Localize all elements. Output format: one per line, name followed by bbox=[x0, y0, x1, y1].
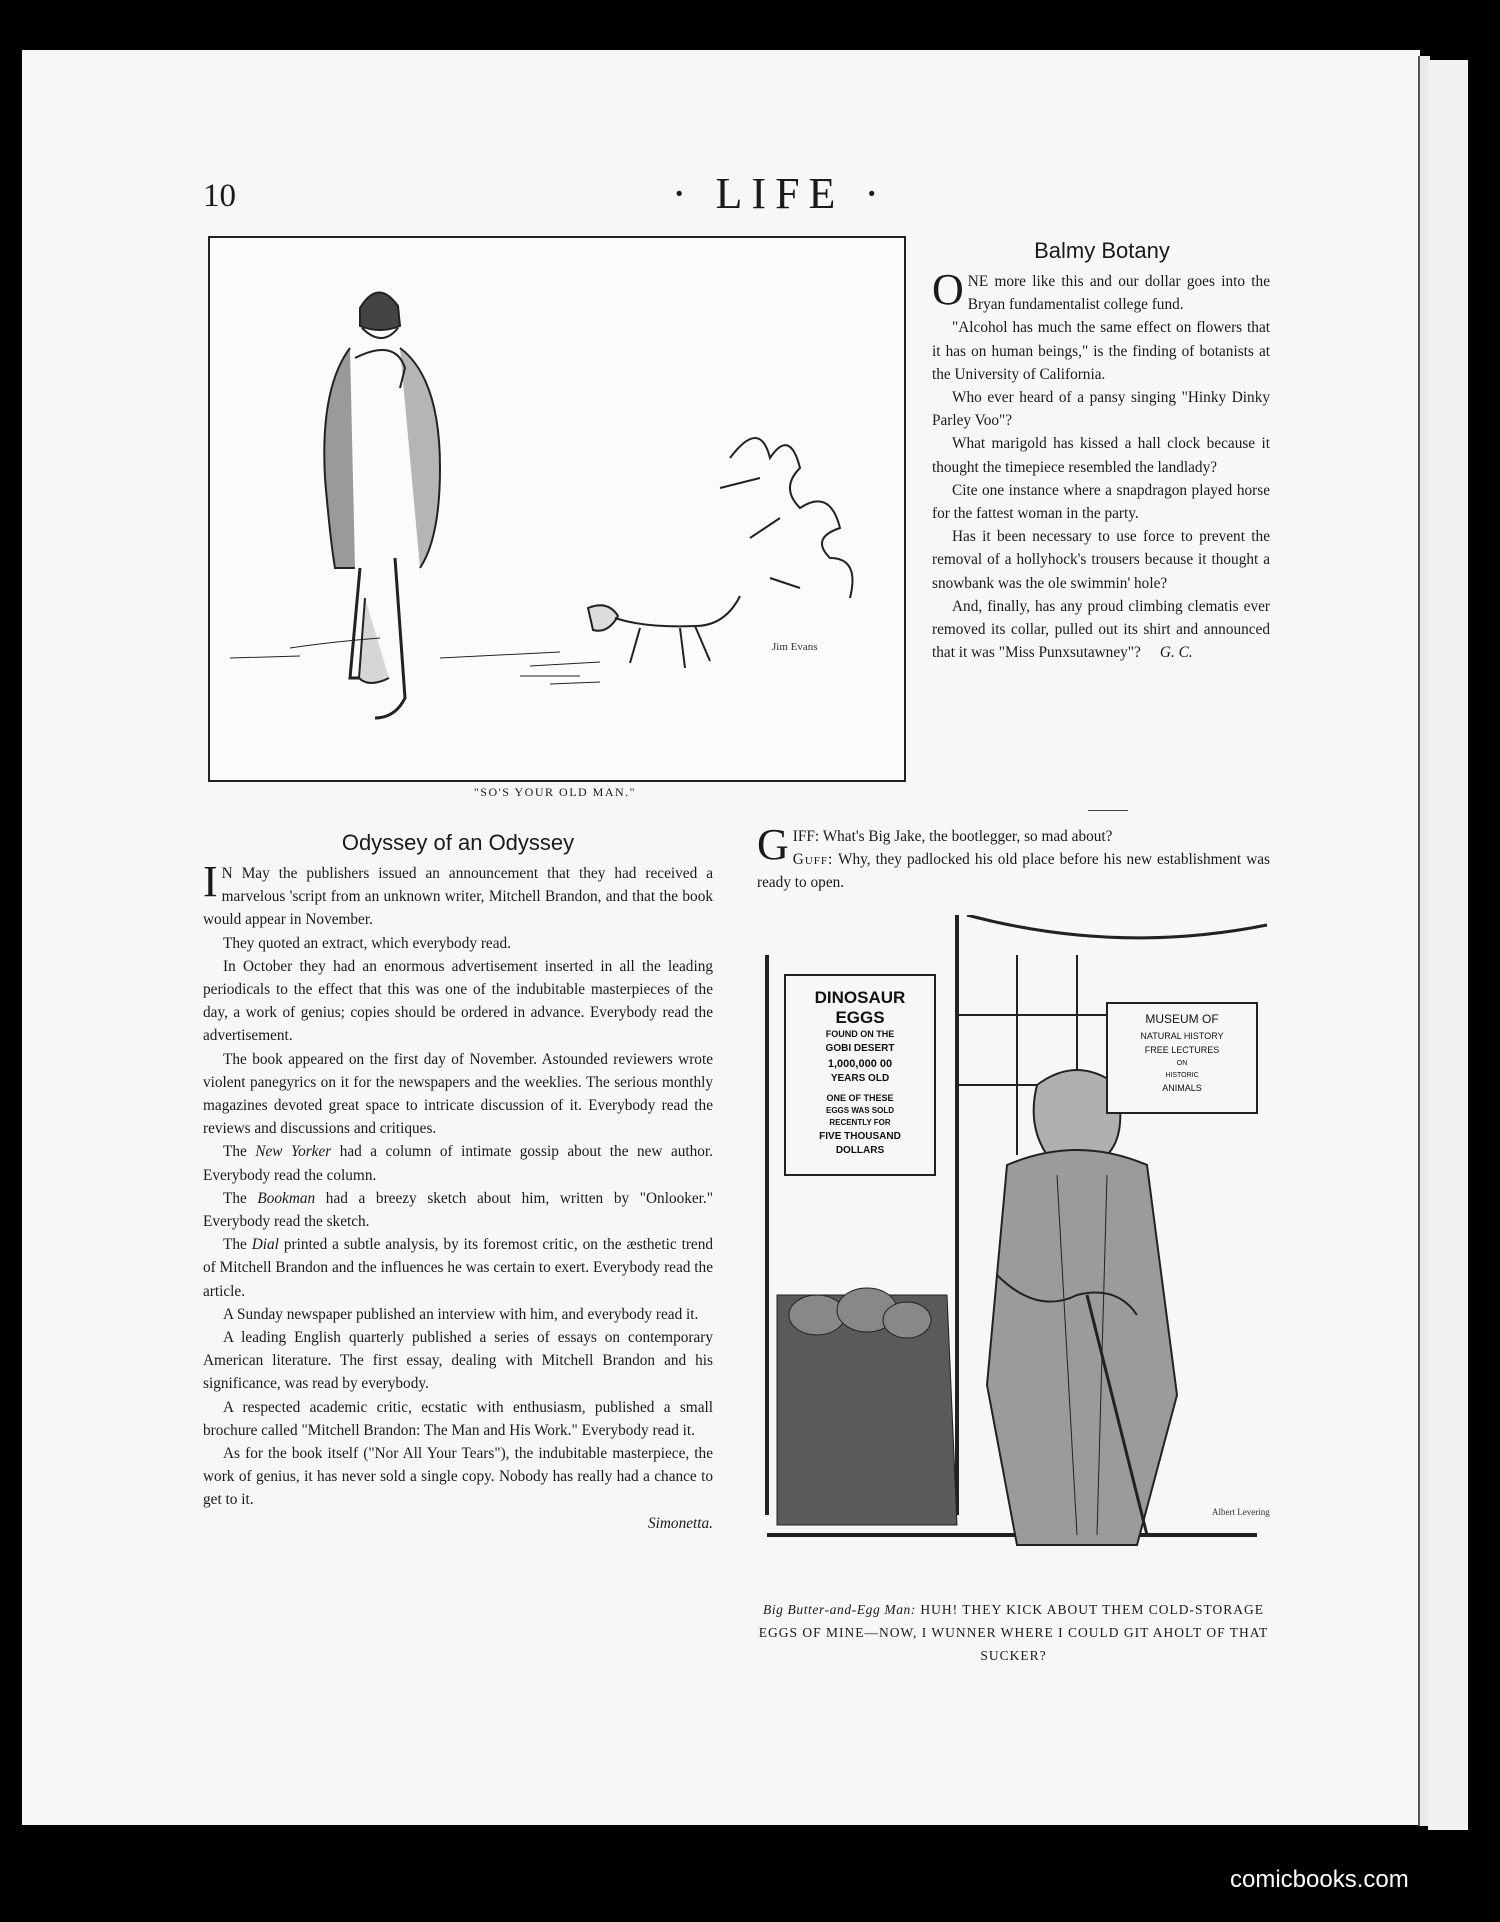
odyssey-p3: In October they had an enormous advertisement inserted in all the leading periodicals to the effect that this was one of the indubitable masterpieces of the day, a work of genius; copies should be ordered in advance. Everybody read the advertisement. bbox=[203, 957, 713, 1045]
botany-p6: Has it been necessary to use force to prevent the removal of a hollyhock's trousers because it thought a snowbank was the ole swimmin' hole? bbox=[932, 528, 1270, 592]
odyssey-p5-post: had a column of intimate gossip about the new author. Everybody read the column. bbox=[203, 1143, 714, 1184]
sign-line: FOUND ON THE bbox=[825, 1029, 895, 1039]
museum-line: FREE LECTURES bbox=[1144, 1045, 1220, 1055]
caption-text: HUH! THEY KICK ABOUT THEM COLD-STORAGE EGGS OF MINE—NOW, I WUNNER WHERE I COULD GIT AHOLT OF THAT SUCKER? bbox=[758, 1602, 1269, 1663]
museum-line: ON bbox=[1176, 1060, 1188, 1067]
cartoon-butter-and-egg-man bbox=[757, 915, 1270, 1565]
botany-p2: "Alcohol has much the same effect on flowers that it has on human beings," is the finding of botanists at the University of California. bbox=[932, 319, 1270, 383]
odyssey-p8: A Sunday newspaper published an interview with him, and everybody read it. bbox=[223, 1305, 699, 1323]
guff-line: Why, they padlocked his old place before his new establishment was ready to open. bbox=[757, 851, 1270, 892]
sign-line: ONE OF THESE bbox=[826, 1093, 894, 1103]
botany-dropcap: O bbox=[932, 265, 964, 314]
site-watermark: comicbooks.com bbox=[1230, 1866, 1409, 1893]
odyssey-p4: The book appeared on the first day of November. Astounded reviewers wrote violent panegyrics on it for the newspapers and the weeklies. The serious monthly magazines devoted great space to intricate discussion of it. Everybody read the reviews and discussions and critiques. bbox=[203, 1050, 713, 1138]
odyssey-p9: A leading English quarterly published a series of essays on contemporary American literature. The first essay, dealing with Mitchell Brandon and his significance, was read by everybody. bbox=[203, 1329, 713, 1393]
bookman-title: Bookman bbox=[257, 1189, 316, 1207]
odyssey-p1: N May the publishers issued an announcement that they had received a marvelous 'script from an unknown writer, Mitchell Brandon, and that the book would appear in November. bbox=[203, 865, 713, 929]
odyssey-dropcap: I bbox=[203, 857, 218, 906]
botany-signature: G. C. bbox=[1159, 644, 1193, 662]
sign-line: RECENTLY FOR bbox=[829, 1118, 891, 1127]
odyssey-p7-post: printed a subtle analysis, by its foremost critic, on the æsthetic trend of Mitchell Brandon and the influences he was certain to exert. Everybody read the article. bbox=[203, 1236, 713, 1300]
sign-line: DOLLARS bbox=[835, 1145, 885, 1156]
botany-p4: What marigold has kissed a hall clock because it thought the timepiece resembled the landlady? bbox=[932, 435, 1270, 476]
odyssey-p2: They quoted an extract, which everybody read. bbox=[223, 934, 511, 952]
botany-p7: And, finally, has any proud climbing clematis ever removed its collar, pulled out its shirt and announced that it was "Miss Punxsutawney"? bbox=[932, 597, 1270, 662]
giff-line: IFF: What's Big Jake, the bootlegger, so mad about? bbox=[792, 828, 1113, 845]
section-divider bbox=[1088, 810, 1128, 811]
botany-p5: Cite one instance where a snapdragon played horse for the fattest woman in the party. bbox=[932, 481, 1270, 523]
botany-article bbox=[932, 265, 1270, 664]
giff-dropcap: G bbox=[757, 820, 789, 869]
odyssey-article bbox=[203, 857, 714, 1535]
cartoon-illustration bbox=[210, 238, 904, 780]
sign-line: 1,000,000 00 bbox=[827, 1058, 893, 1070]
cartoon1-signature: Jim Evans bbox=[772, 641, 818, 653]
odyssey-p6-post: had a breezy sketch about him, written by "Onlooker." Everybody read the sketch. bbox=[203, 1189, 713, 1231]
botany-p1: NE more like this and our dollar goes into the Bryan fundamentalist college fund. bbox=[967, 273, 1270, 314]
odyssey-p7-pre: The bbox=[223, 1236, 252, 1254]
cartoon1-caption: "SO'S YOUR OLD MAN." bbox=[473, 785, 637, 799]
sign-line: GOBI DESERT bbox=[825, 1043, 895, 1054]
museum-line: ANIMALS bbox=[1162, 1083, 1202, 1093]
sign-line: FIVE THOUSAND bbox=[819, 1131, 901, 1142]
botany-title: Balmy Botany bbox=[1034, 238, 1170, 263]
caption-speaker: Big Butter-and-Egg Man: bbox=[762, 1602, 916, 1617]
guff-label: Guff: bbox=[792, 851, 834, 869]
new-yorker-title: New Yorker bbox=[255, 1143, 332, 1161]
cartoon2-caption bbox=[757, 1598, 1270, 1667]
page-number: 10 bbox=[203, 178, 236, 214]
botany-p3: Who ever heard of a pansy singing "Hinky Dinky Parley Voo"? bbox=[932, 389, 1270, 430]
odyssey-p5-pre: The bbox=[223, 1143, 256, 1161]
sign-line: DINOSAUR bbox=[814, 988, 906, 1007]
odyssey-title: Odyssey of an Odyssey bbox=[341, 830, 575, 855]
cartoon2-illustration bbox=[757, 915, 1270, 1565]
museum-line: MUSEUM OF bbox=[1145, 1012, 1219, 1026]
sign-line: EGGS WAS SOLD bbox=[825, 1106, 895, 1115]
sign-line: YEARS OLD bbox=[830, 1073, 890, 1084]
cartoon2-signature: Albert Levering bbox=[1212, 1507, 1270, 1517]
odyssey-p11: As for the book itself ("Nor All Your Tears"), the indubitable masterpiece, the work of genius, it has never sold a single copy. Nobody has really had a chance to get to it. bbox=[203, 1445, 713, 1509]
giff-guff-joke bbox=[757, 820, 1270, 895]
sign-line: EGGS bbox=[835, 1008, 885, 1027]
museum-line: HISTORIC bbox=[1165, 1072, 1199, 1079]
odyssey-signature: Simonetta. bbox=[647, 1514, 713, 1532]
museum-line: NATURAL HISTORY bbox=[1140, 1031, 1224, 1041]
odyssey-p10: A respected academic critic, ecstatic with enthusiasm, published a small brochure called "Mitchell Brandon: The Man and His Work." Everybody read it. bbox=[203, 1398, 713, 1439]
magazine-masthead: · LIFE · bbox=[671, 169, 889, 218]
dial-title: Dial bbox=[251, 1236, 279, 1254]
cartoon-man-and-dog bbox=[208, 236, 906, 782]
odyssey-p6-pre: The bbox=[223, 1189, 258, 1207]
next-page-strip bbox=[1428, 60, 1468, 1830]
